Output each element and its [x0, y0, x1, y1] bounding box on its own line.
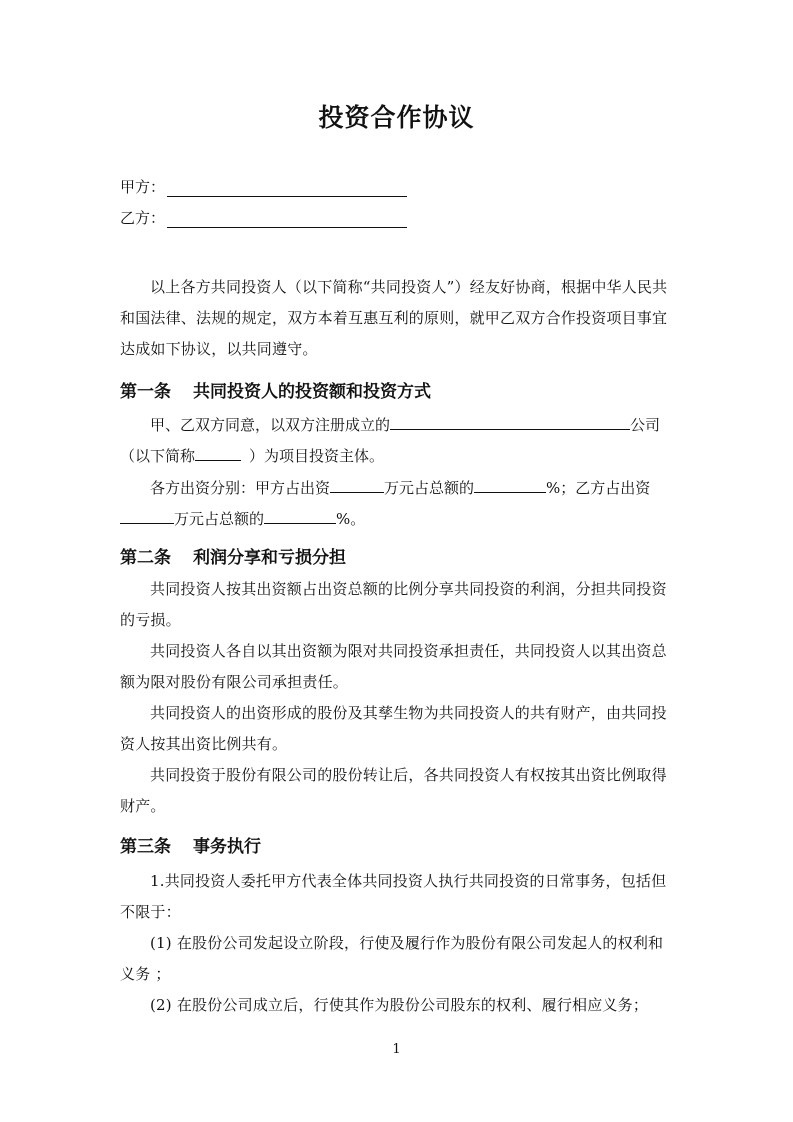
article-1-heading [120, 377, 431, 402]
party-a-blank [167, 182, 407, 197]
article-3-heading [120, 832, 261, 857]
article-1-line-4 [120, 508, 365, 529]
article-1-text-e: 各方出资分别：甲方占出资 [150, 479, 331, 497]
article-1-text-g: %；乙方占出资 [546, 479, 651, 497]
article-1-text-b: 公司 [630, 416, 661, 434]
document-title: 投资合作协议 [318, 103, 475, 132]
article-1-line-2 [120, 445, 384, 466]
abbreviation-blank [195, 446, 241, 461]
article-2-number: 第二条 [120, 548, 171, 568]
intro-paragraph: 以上各方共同投资人（以下简称“共同投资人”）经友好协商，根据中华人民共和国法律、法规的规定，双方本着互惠互利的原则，就甲乙双方合作投资项目事宜达成如下协议，以共同遵守。 [120, 278, 668, 358]
article-3-number: 第三条 [120, 837, 171, 857]
party-b-percent-blank [264, 509, 336, 524]
article-2-paragraph: 共同投资于股份有限公司的股份转让后，各共同投资人有权按其出资比例取得财产。 [120, 766, 667, 815]
article-1-text-i: %。 [336, 510, 366, 528]
article-1-title: 共同投资人的投资额和投资方式 [193, 382, 431, 402]
article-1-text-a: 甲、乙双方同意，以双方注册成立的 [150, 416, 391, 434]
party-a-percent-blank [474, 478, 546, 493]
party-b-line [120, 207, 407, 228]
article-3-paragraph: 1.共同投资人委托甲方代表全体共同投资人执行共同投资的日常事务，包括但不限于： [120, 872, 667, 921]
company-name-blank [390, 415, 630, 430]
party-b-amount-blank [120, 509, 174, 524]
party-a-line [120, 176, 407, 197]
article-1-text-h: 万元占总额的 [174, 510, 265, 528]
article-1-line-1 [150, 414, 660, 435]
article-2-paragraph: 共同投资人的出资形成的股份及其孳生物为共同投资人的共有财产，由共同投资人按其出资比例共有。 [120, 704, 667, 753]
article-1-text-c: （以下简称 [120, 447, 196, 465]
article-2-paragraph: 共同投资人按其出资额占出资总额的比例分享共同投资的利润，分担共同投资的亏损。 [120, 580, 667, 629]
party-a-amount-blank [330, 478, 384, 493]
article-1-text-d: ）为项目投资主体。 [249, 447, 385, 465]
article-2-title: 利润分享和亏损分担 [193, 548, 346, 568]
article-2-paragraph: 共同投资人各自以其出资额为限对共同投资承担责任，共同投资人以其出资总额为限对股份有限公司承担责任。 [120, 642, 667, 691]
party-a-label: 甲方： [120, 178, 166, 196]
article-1-number: 第一条 [120, 382, 171, 402]
party-b-blank [167, 213, 407, 228]
article-3-paragraph: (1) 在股份公司发起设立阶段，行使及履行作为股份有限公司发起人的权利和义务 ； [120, 934, 664, 983]
article-2-heading [120, 543, 346, 568]
party-b-label: 乙方： [120, 209, 166, 227]
article-1-line-3 [150, 477, 650, 498]
page-number: 1 [392, 1042, 401, 1057]
article-1-text-f: 万元占总额的 [384, 479, 475, 497]
article-3-paragraph: (2) 在股份公司成立后，行使其作为股份公司股东的权利、履行相应义务； [150, 996, 649, 1014]
article-3-title: 事务执行 [193, 837, 261, 857]
